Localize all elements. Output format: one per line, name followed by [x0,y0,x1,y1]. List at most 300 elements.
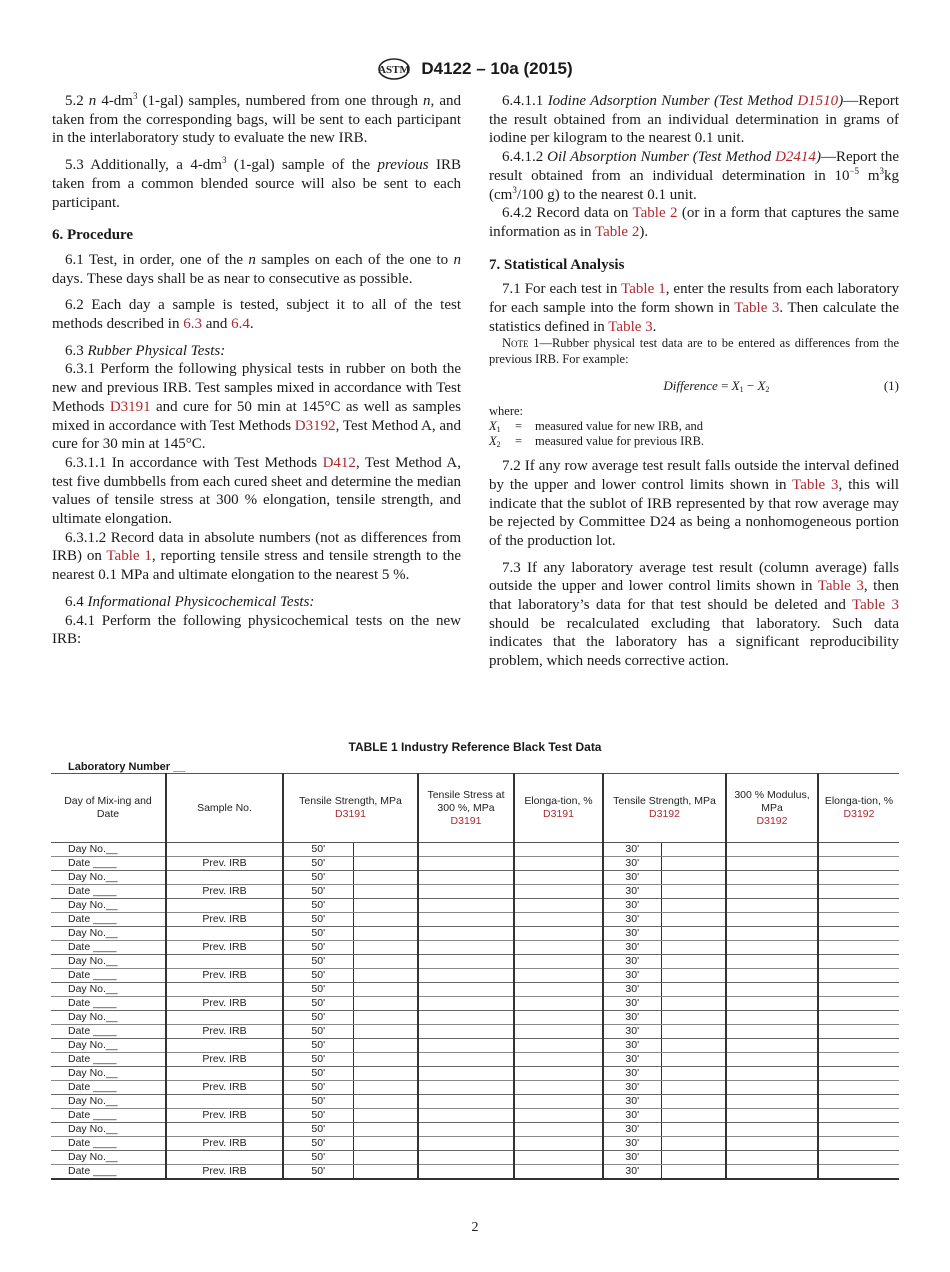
prev-irb-cell: Prev. IRB [166,1053,283,1067]
elongation-d3192-cell[interactable] [818,1053,899,1067]
tensile-strength-d3192-cell[interactable] [661,1039,726,1053]
paragraph-7-1: 7.1 For each test in Table 1, enter the results from each laboratory for each sample into the form shown in Table 3. Then calculate the statistics defined in Table 3. [489,281,899,335]
prev-irb-cell: Prev. IRB [166,1137,283,1151]
tensile-strength-d3191-cell[interactable] [353,1039,418,1053]
date-cell[interactable]: Date ____ [51,1137,166,1151]
cure-time-d3191: 50' [283,941,353,955]
table-row-day [51,1011,899,1025]
tensile-strength-d3191-cell[interactable] [353,871,418,885]
date-cell[interactable]: Date ____ [51,857,166,871]
date-cell[interactable]: Date ____ [51,1081,166,1095]
table-row-day [51,955,899,969]
cure-time-d3191: 50' [283,1151,353,1165]
cure-time-d3192: 30' [603,997,661,1011]
paragraph-6-4-1-1: 6.4.1.1 Iodine Adsorption Number (Test Method D1510)—Report the result obtained from an individual determination in grams of iodine per kilogram to the nearest 0.1 unit. [489,93,900,147]
modulus-d3192-cell[interactable] [726,983,818,997]
header-tensile-strength-d3192: Tensile Strength, MPa D3192 [603,774,726,843]
equation-number: (1) [883,378,899,394]
modulus-d3192-cell[interactable] [726,1095,818,1109]
cure-time-d3191: 50' [283,955,353,969]
modulus-d3192-cell[interactable] [726,1109,818,1123]
definition-x1: $X_1$ = measured value for new IRB, and [489,419,703,435]
tensile-stress-d3191-cell[interactable] [418,1011,514,1025]
cure-time-d3192: 30' [603,1053,661,1067]
day-number-cell[interactable]: Day No.__ [51,983,166,997]
elongation-d3191-cell[interactable] [514,899,603,913]
elongation-d3191-cell[interactable] [514,1053,603,1067]
cure-time-d3191: 50' [283,871,353,885]
tensile-strength-d3191-cell[interactable] [353,1123,418,1137]
cure-time-d3191: 50' [283,969,353,983]
cure-time-d3192: 30' [603,857,661,871]
table-row-day [51,871,899,885]
tensile-strength-d3191-cell[interactable] [353,997,418,1011]
elongation-d3191-cell[interactable] [514,857,603,871]
tensile-strength-d3191-cell[interactable] [353,843,418,857]
elongation-d3192-cell[interactable] [818,1109,899,1123]
tensile-stress-d3191-cell[interactable] [418,857,514,871]
tensile-strength-d3191-cell[interactable] [353,1137,418,1151]
prev-irb-cell: Prev. IRB [166,1025,283,1039]
tensile-strength-d3192-cell[interactable] [661,857,726,871]
elongation-d3192-cell[interactable] [818,1123,899,1137]
tensile-strength-d3191-cell[interactable] [353,983,418,997]
sample-no-cell[interactable] [166,1039,283,1053]
elongation-d3192-cell[interactable] [818,969,899,983]
tensile-strength-d3191-cell[interactable] [353,899,418,913]
date-cell[interactable]: Date ____ [51,941,166,955]
elongation-d3191-cell[interactable] [514,1011,603,1025]
paragraph-6-4-1: 6.4.1 Perform the following physicochemical tests on the new IRB: [52,612,461,648]
sample-no-cell[interactable] [166,955,283,969]
cure-time-d3192: 30' [603,1165,661,1180]
tensile-stress-d3191-cell[interactable] [418,955,514,969]
tensile-strength-d3191-cell[interactable] [353,1011,418,1025]
tensile-strength-d3192-cell[interactable] [661,1053,726,1067]
day-number-cell[interactable]: Day No.__ [51,1067,166,1081]
day-number-cell[interactable]: Day No.__ [51,871,166,885]
tensile-strength-d3191-cell[interactable] [353,955,418,969]
day-number-cell[interactable]: Day No.__ [51,1039,166,1053]
elongation-d3191-cell[interactable] [514,843,603,857]
page-number: 2 [471,1220,479,1235]
definition-x2: $X_2$ = measured value for previous IRB. [489,434,705,450]
paragraph-6-3-1: 6.3.1 Perform the following physical tests in rubber on both the new and previous IRB. Test samples mixed in accordance with Test Methods D3191 and cure for 50 min at 145°C as well as samples mixed in accordance with Test Methods D3192, Test Method A, and cure for 30 min at 145°C. [52,361,462,453]
prev-irb-cell: Prev. IRB [166,857,283,871]
cure-time-d3192: 30' [603,941,661,955]
tensile-strength-d3191-cell[interactable] [353,1025,418,1039]
tensile-strength-d3191-cell[interactable] [353,941,418,955]
section-heading-procedure: 6. Procedure [52,227,134,244]
tensile-stress-d3191-cell[interactable] [418,1109,514,1123]
section-heading-statistical-analysis: 7. Statistical Analysis [489,256,625,273]
link-table-3[interactable]: Table 3 [608,318,653,335]
elongation-d3192-cell[interactable] [818,941,899,955]
modulus-d3192-cell[interactable] [726,857,818,871]
header-tensile-stress-300-d3191: Tensile Stress at 300 %, MPa D3191 [418,774,514,843]
sample-no-cell[interactable] [166,871,283,885]
elongation-d3191-cell[interactable] [514,955,603,969]
prev-irb-cell: Prev. IRB [166,1081,283,1095]
tensile-stress-d3191-cell[interactable] [418,927,514,941]
tensile-stress-d3191-cell[interactable] [418,885,514,899]
modulus-d3192-cell[interactable] [726,969,818,983]
table-header-row [51,774,899,843]
tensile-stress-d3191-cell[interactable] [418,1081,514,1095]
elongation-d3191-cell[interactable] [514,1123,603,1137]
svg-text:ASTM: ASTM [378,64,411,76]
tensile-stress-d3191-cell[interactable] [418,871,514,885]
cure-time-d3191: 50' [283,983,353,997]
tensile-stress-d3191-cell[interactable] [418,997,514,1011]
tensile-stress-d3191-cell[interactable] [418,1137,514,1151]
tensile-stress-d3191-cell[interactable] [418,1151,514,1165]
cure-time-d3191: 50' [283,913,353,927]
elongation-d3192-cell[interactable] [818,1137,899,1151]
tensile-strength-d3192-cell[interactable] [661,1165,726,1180]
tensile-strength-d3192-cell[interactable] [661,1011,726,1025]
table-row-date [51,997,899,1011]
sample-no-cell[interactable] [166,983,283,997]
tensile-strength-d3192-cell[interactable] [661,1151,726,1165]
link-6-3[interactable]: 6.3 [183,316,202,333]
day-number-cell[interactable]: Day No.__ [51,1123,166,1137]
elongation-d3191-cell[interactable] [514,1137,603,1151]
elongation-d3191-cell[interactable] [514,983,603,997]
table-row-date [51,1053,899,1067]
date-cell[interactable]: Date ____ [51,1165,166,1180]
table-row-day [51,843,899,857]
elongation-d3192-cell[interactable] [818,955,899,969]
tensile-strength-d3191-cell[interactable] [353,1053,418,1067]
cure-time-d3192: 30' [603,1081,661,1095]
modulus-d3192-cell[interactable] [726,1137,818,1151]
table-1 [51,773,899,1180]
tensile-strength-d3192-cell[interactable] [661,941,726,955]
paragraph-5-2: 5.2 n $4-dm^3$ (1-gal) samples, numbered from one through n, and taken from the corresponding bags, will be sent to each participant in the interlaboratory study to evaluate the new IRB. [52,91,461,147]
tensile-stress-d3191-cell[interactable] [418,1165,514,1180]
cure-time-d3191: 50' [283,1053,353,1067]
header-elongation-d3191: Elonga-tion, % D3191 [514,774,603,843]
cure-time-d3191: 50' [283,1011,353,1025]
date-cell[interactable]: Date ____ [51,1053,166,1067]
link-table-2[interactable]: Table 2 [632,205,678,222]
astm-logo-icon [377,57,411,81]
elongation-d3191-cell[interactable] [514,913,603,927]
paragraph-6-4: 6.4 Informational Physicochemical Tests: [65,593,315,610]
modulus-d3192-cell[interactable] [726,1081,818,1095]
modulus-d3192-cell[interactable] [726,1123,818,1137]
link-d2414[interactable]: D2414 [775,149,816,166]
elongation-d3192-cell[interactable] [818,1081,899,1095]
paragraph-7-3: 7.3 If any laboratory average test result (column average) falls outside the upper and lower control limits shown in Table 3, then that laboratory’s data for that test should be deleted and Table 3 should be recalculated excluding that laboratory. Such data indicates that the laboratory has a significant reproducibility problem, which needs corrective action. [489,559,899,670]
tensile-stress-d3191-cell[interactable] [418,899,514,913]
modulus-d3192-cell[interactable] [726,1011,818,1025]
laboratory-number-label: Laboratory Number __ [68,761,186,773]
tensile-strength-d3192-cell[interactable] [661,1067,726,1081]
elongation-d3191-cell[interactable] [514,1151,603,1165]
link-table-3[interactable]: Table 3 [817,578,864,595]
cure-time-d3192: 30' [603,1109,661,1123]
tensile-strength-d3191-cell[interactable] [353,1067,418,1081]
cure-time-d3191: 50' [283,857,353,871]
cure-time-d3192: 30' [603,983,661,997]
header-300-modulus-d3192: 300 % Modulus, MPa D3192 [726,774,818,843]
elongation-d3192-cell[interactable] [818,1095,899,1109]
tensile-strength-d3192-cell[interactable] [661,913,726,927]
link-table-3[interactable]: Table 3 [734,300,780,317]
elongation-d3192-cell[interactable] [818,885,899,899]
tensile-strength-d3192-cell[interactable] [661,1095,726,1109]
day-number-cell[interactable]: Day No.__ [51,899,166,913]
cure-time-d3192: 30' [603,1011,661,1025]
elongation-d3192-cell[interactable] [818,1025,899,1039]
tensile-stress-d3191-cell[interactable] [418,1053,514,1067]
table-row-date [51,885,899,899]
note-1: Note 1—Rubber physical test data are to be entered as differences from the previous IRB. For example: [489,336,899,366]
link-table-3[interactable]: Table 3 [792,476,839,493]
tensile-strength-d3192-cell[interactable] [661,1025,726,1039]
elongation-d3192-cell[interactable] [818,871,899,885]
elongation-d3192-cell[interactable] [818,1165,899,1180]
elongation-d3192-cell[interactable] [818,1039,899,1053]
date-cell[interactable]: Date ____ [51,885,166,899]
cure-time-d3192: 30' [603,1095,661,1109]
cure-time-d3191: 50' [283,899,353,913]
link-table-1[interactable]: Table 1 [621,281,666,298]
elongation-d3191-cell[interactable] [514,1039,603,1053]
paragraph-6-4-1-2: 6.4.1.2 Oil Absorption Number (Test Method D2414)—Report the result obtained from an individual determination in $10^{-5}$ $m^3kg$ ($cm^3/100$ g) to the nearest 0.1 unit. [489,149,900,203]
modulus-d3192-cell[interactable] [726,1165,818,1180]
cure-time-d3191: 50' [283,885,353,899]
elongation-d3192-cell[interactable] [818,857,899,871]
elongation-d3191-cell[interactable] [514,1165,603,1180]
elongation-d3192-cell[interactable] [818,997,899,1011]
modulus-d3192-cell[interactable] [726,941,818,955]
elongation-d3191-cell[interactable] [514,969,603,983]
table-row-day [51,1123,899,1137]
elongation-d3191-cell[interactable] [514,1095,603,1109]
tensile-strength-d3192-cell[interactable] [661,885,726,899]
elongation-d3191-cell[interactable] [514,1067,603,1081]
modulus-d3192-cell[interactable] [726,1053,818,1067]
modulus-d3192-cell[interactable] [726,1039,818,1053]
tensile-stress-d3191-cell[interactable] [418,969,514,983]
table-row-day [51,899,899,913]
prev-irb-cell: Prev. IRB [166,997,283,1011]
date-cell[interactable]: Date ____ [51,913,166,927]
header-elongation-d3192: Elonga-tion, % D3192 [818,774,899,843]
elongation-d3191-cell[interactable] [514,885,603,899]
tensile-strength-d3192-cell[interactable] [661,1109,726,1123]
tensile-stress-d3191-cell[interactable] [418,941,514,955]
elongation-d3192-cell[interactable] [818,843,899,857]
tensile-strength-d3192-cell[interactable] [661,997,726,1011]
cure-time-d3191: 50' [283,1095,353,1109]
link-d3192[interactable]: D3192 [294,417,336,434]
date-cell[interactable]: Date ____ [51,997,166,1011]
paragraph-6-3: 6.3 Rubber Physical Tests: [65,342,226,359]
tensile-strength-d3191-cell[interactable] [353,913,418,927]
cure-time-d3192: 30' [603,871,661,885]
page-header [0,57,950,81]
cure-time-d3192: 30' [603,927,661,941]
sample-no-cell[interactable] [166,1123,283,1137]
modulus-d3192-cell[interactable] [726,1025,818,1039]
modulus-d3192-cell[interactable] [726,871,818,885]
elongation-d3191-cell[interactable] [514,927,603,941]
table-row-date [51,969,899,983]
cure-time-d3192: 30' [603,969,661,983]
table-row-day [51,927,899,941]
right-column [489,92,899,671]
tensile-stress-d3191-cell[interactable] [418,1067,514,1081]
cure-time-d3192: 30' [603,1123,661,1137]
modulus-d3192-cell[interactable] [726,843,818,857]
cure-time-d3191: 50' [283,1109,353,1123]
link-table-2[interactable]: Table 2 [594,223,640,240]
date-cell[interactable]: Date ____ [51,969,166,983]
elongation-d3192-cell[interactable] [818,899,899,913]
tensile-strength-d3192-cell[interactable] [661,969,726,983]
modulus-d3192-cell[interactable] [726,885,818,899]
modulus-d3192-cell[interactable] [726,927,818,941]
cure-time-d3191: 50' [283,1137,353,1151]
elongation-d3191-cell[interactable] [514,1081,603,1095]
modulus-d3192-cell[interactable] [726,1151,818,1165]
cure-time-d3192: 30' [603,899,661,913]
elongation-d3191-cell[interactable] [514,1109,603,1123]
link-d412[interactable]: D412 [322,454,356,471]
cure-time-d3191: 50' [283,1067,353,1081]
cure-time-d3191: 50' [283,1081,353,1095]
modulus-d3192-cell[interactable] [726,955,818,969]
cure-time-d3191: 50' [283,997,353,1011]
prev-irb-cell: Prev. IRB [166,1165,283,1180]
cure-time-d3191: 50' [283,1165,353,1180]
link-6-4[interactable]: 6.4 [231,316,250,333]
tensile-stress-d3191-cell[interactable] [418,1039,514,1053]
sample-no-cell[interactable] [166,1095,283,1109]
elongation-d3192-cell[interactable] [818,927,899,941]
cure-time-d3192: 30' [603,843,661,857]
elongation-d3191-cell[interactable] [514,1025,603,1039]
modulus-d3192-cell[interactable] [726,913,818,927]
modulus-d3192-cell[interactable] [726,997,818,1011]
paragraph-6-2: 6.2 Each day a sample is tested, subject it to all of the test methods described in 6.3 and 6.4. [52,297,461,333]
date-cell[interactable]: Date ____ [51,1025,166,1039]
table-row-day [51,1151,899,1165]
table-row-date [51,1109,899,1123]
day-number-cell[interactable]: Day No.__ [51,927,166,941]
link-d1510[interactable]: D1510 [797,93,839,109]
equation-1: Difference = $X_1 - X_2$ (1) [663,378,899,395]
table-row-day [51,983,899,997]
tensile-strength-d3191-cell[interactable] [353,927,418,941]
elongation-d3191-cell[interactable] [514,997,603,1011]
sample-no-cell[interactable] [166,843,283,857]
tensile-strength-d3192-cell[interactable] [661,1081,726,1095]
paragraph-5-3: 5.3 Additionally, a $4-dm^3$ (1-gal) sample of the previous IRB taken from a common blended source will also be sent to each participant. [52,155,461,211]
cure-time-d3192: 30' [603,1039,661,1053]
sample-no-cell[interactable] [166,1011,283,1025]
modulus-d3192-cell[interactable] [726,899,818,913]
sample-no-cell[interactable] [166,1067,283,1081]
left-column [52,92,461,649]
tensile-strength-d3191-cell[interactable] [353,1151,418,1165]
day-number-cell[interactable]: Day No.__ [51,1151,166,1165]
elongation-d3192-cell[interactable] [818,1151,899,1165]
tensile-strength-d3191-cell[interactable] [353,885,418,899]
sample-no-cell[interactable] [166,1151,283,1165]
paragraph-7-2: 7.2 If any row average test result falls outside the interval defined by the upper and lower control limits shown in Table 3, this will indicate that the sublot of IRB represented by that row average may be rejected by Committee D24 as being a nonhomogeneous portion of the production lot. [489,458,899,549]
header-sample-no: Sample No. [166,774,283,843]
link-table-3[interactable]: Table 3 [851,597,899,614]
sample-no-cell[interactable] [166,927,283,941]
tensile-stress-d3191-cell[interactable] [418,913,514,927]
table-row-date [51,913,899,927]
tensile-strength-d3192-cell[interactable] [661,843,726,857]
tensile-stress-d3191-cell[interactable] [418,1025,514,1039]
modulus-d3192-cell[interactable] [726,1067,818,1081]
tensile-strength-d3191-cell[interactable] [353,1081,418,1095]
elongation-d3191-cell[interactable] [514,941,603,955]
elongation-d3192-cell[interactable] [818,1011,899,1025]
where-definitions: where: $X_1$ = measured value for new IRB, and $X_2$ = measured value for previous IRB. [489,404,899,449]
cure-time-d3192: 30' [603,885,661,899]
tensile-strength-d3192-cell[interactable] [661,1123,726,1137]
elongation-d3192-cell[interactable] [818,983,899,997]
day-number-cell[interactable]: Day No.__ [51,843,166,857]
sample-no-cell[interactable] [166,899,283,913]
link-d3191[interactable]: D3191 [109,398,151,415]
tensile-strength-d3191-cell[interactable] [353,857,418,871]
tensile-strength-d3191-cell[interactable] [353,1165,418,1180]
cure-time-d3192: 30' [603,1151,661,1165]
tensile-strength-d3192-cell[interactable] [661,955,726,969]
tensile-strength-d3191-cell[interactable] [353,1095,418,1109]
prev-irb-cell: Prev. IRB [166,913,283,927]
day-number-cell[interactable]: Day No.__ [51,1095,166,1109]
elongation-d3192-cell[interactable] [818,913,899,927]
day-number-cell[interactable]: Day No.__ [51,955,166,969]
cure-time-d3191: 50' [283,843,353,857]
cure-time-d3192: 30' [603,955,661,969]
tensile-strength-d3191-cell[interactable] [353,969,418,983]
tensile-stress-d3191-cell[interactable] [418,843,514,857]
tensile-stress-d3191-cell[interactable] [418,1123,514,1137]
link-table-1[interactable]: Table 1 [106,548,152,565]
tensile-stress-d3191-cell[interactable] [418,1095,514,1109]
cure-time-d3192: 30' [603,913,661,927]
day-number-cell[interactable]: Day No.__ [51,1011,166,1025]
cure-time-d3192: 30' [603,1137,661,1151]
elongation-d3191-cell[interactable] [514,871,603,885]
tensile-strength-d3192-cell[interactable] [661,927,726,941]
tensile-strength-d3192-cell[interactable] [661,1137,726,1151]
tensile-stress-d3191-cell[interactable] [418,983,514,997]
elongation-d3192-cell[interactable] [818,1067,899,1081]
tensile-strength-d3192-cell[interactable] [661,871,726,885]
tensile-strength-d3192-cell[interactable] [661,983,726,997]
date-cell[interactable]: Date ____ [51,1109,166,1123]
tensile-strength-d3192-cell[interactable] [661,899,726,913]
table-row-date [51,1165,899,1180]
cure-time-d3191: 50' [283,927,353,941]
tensile-strength-d3191-cell[interactable] [353,1109,418,1123]
table-body [51,843,899,1180]
prev-irb-cell: Prev. IRB [166,1109,283,1123]
